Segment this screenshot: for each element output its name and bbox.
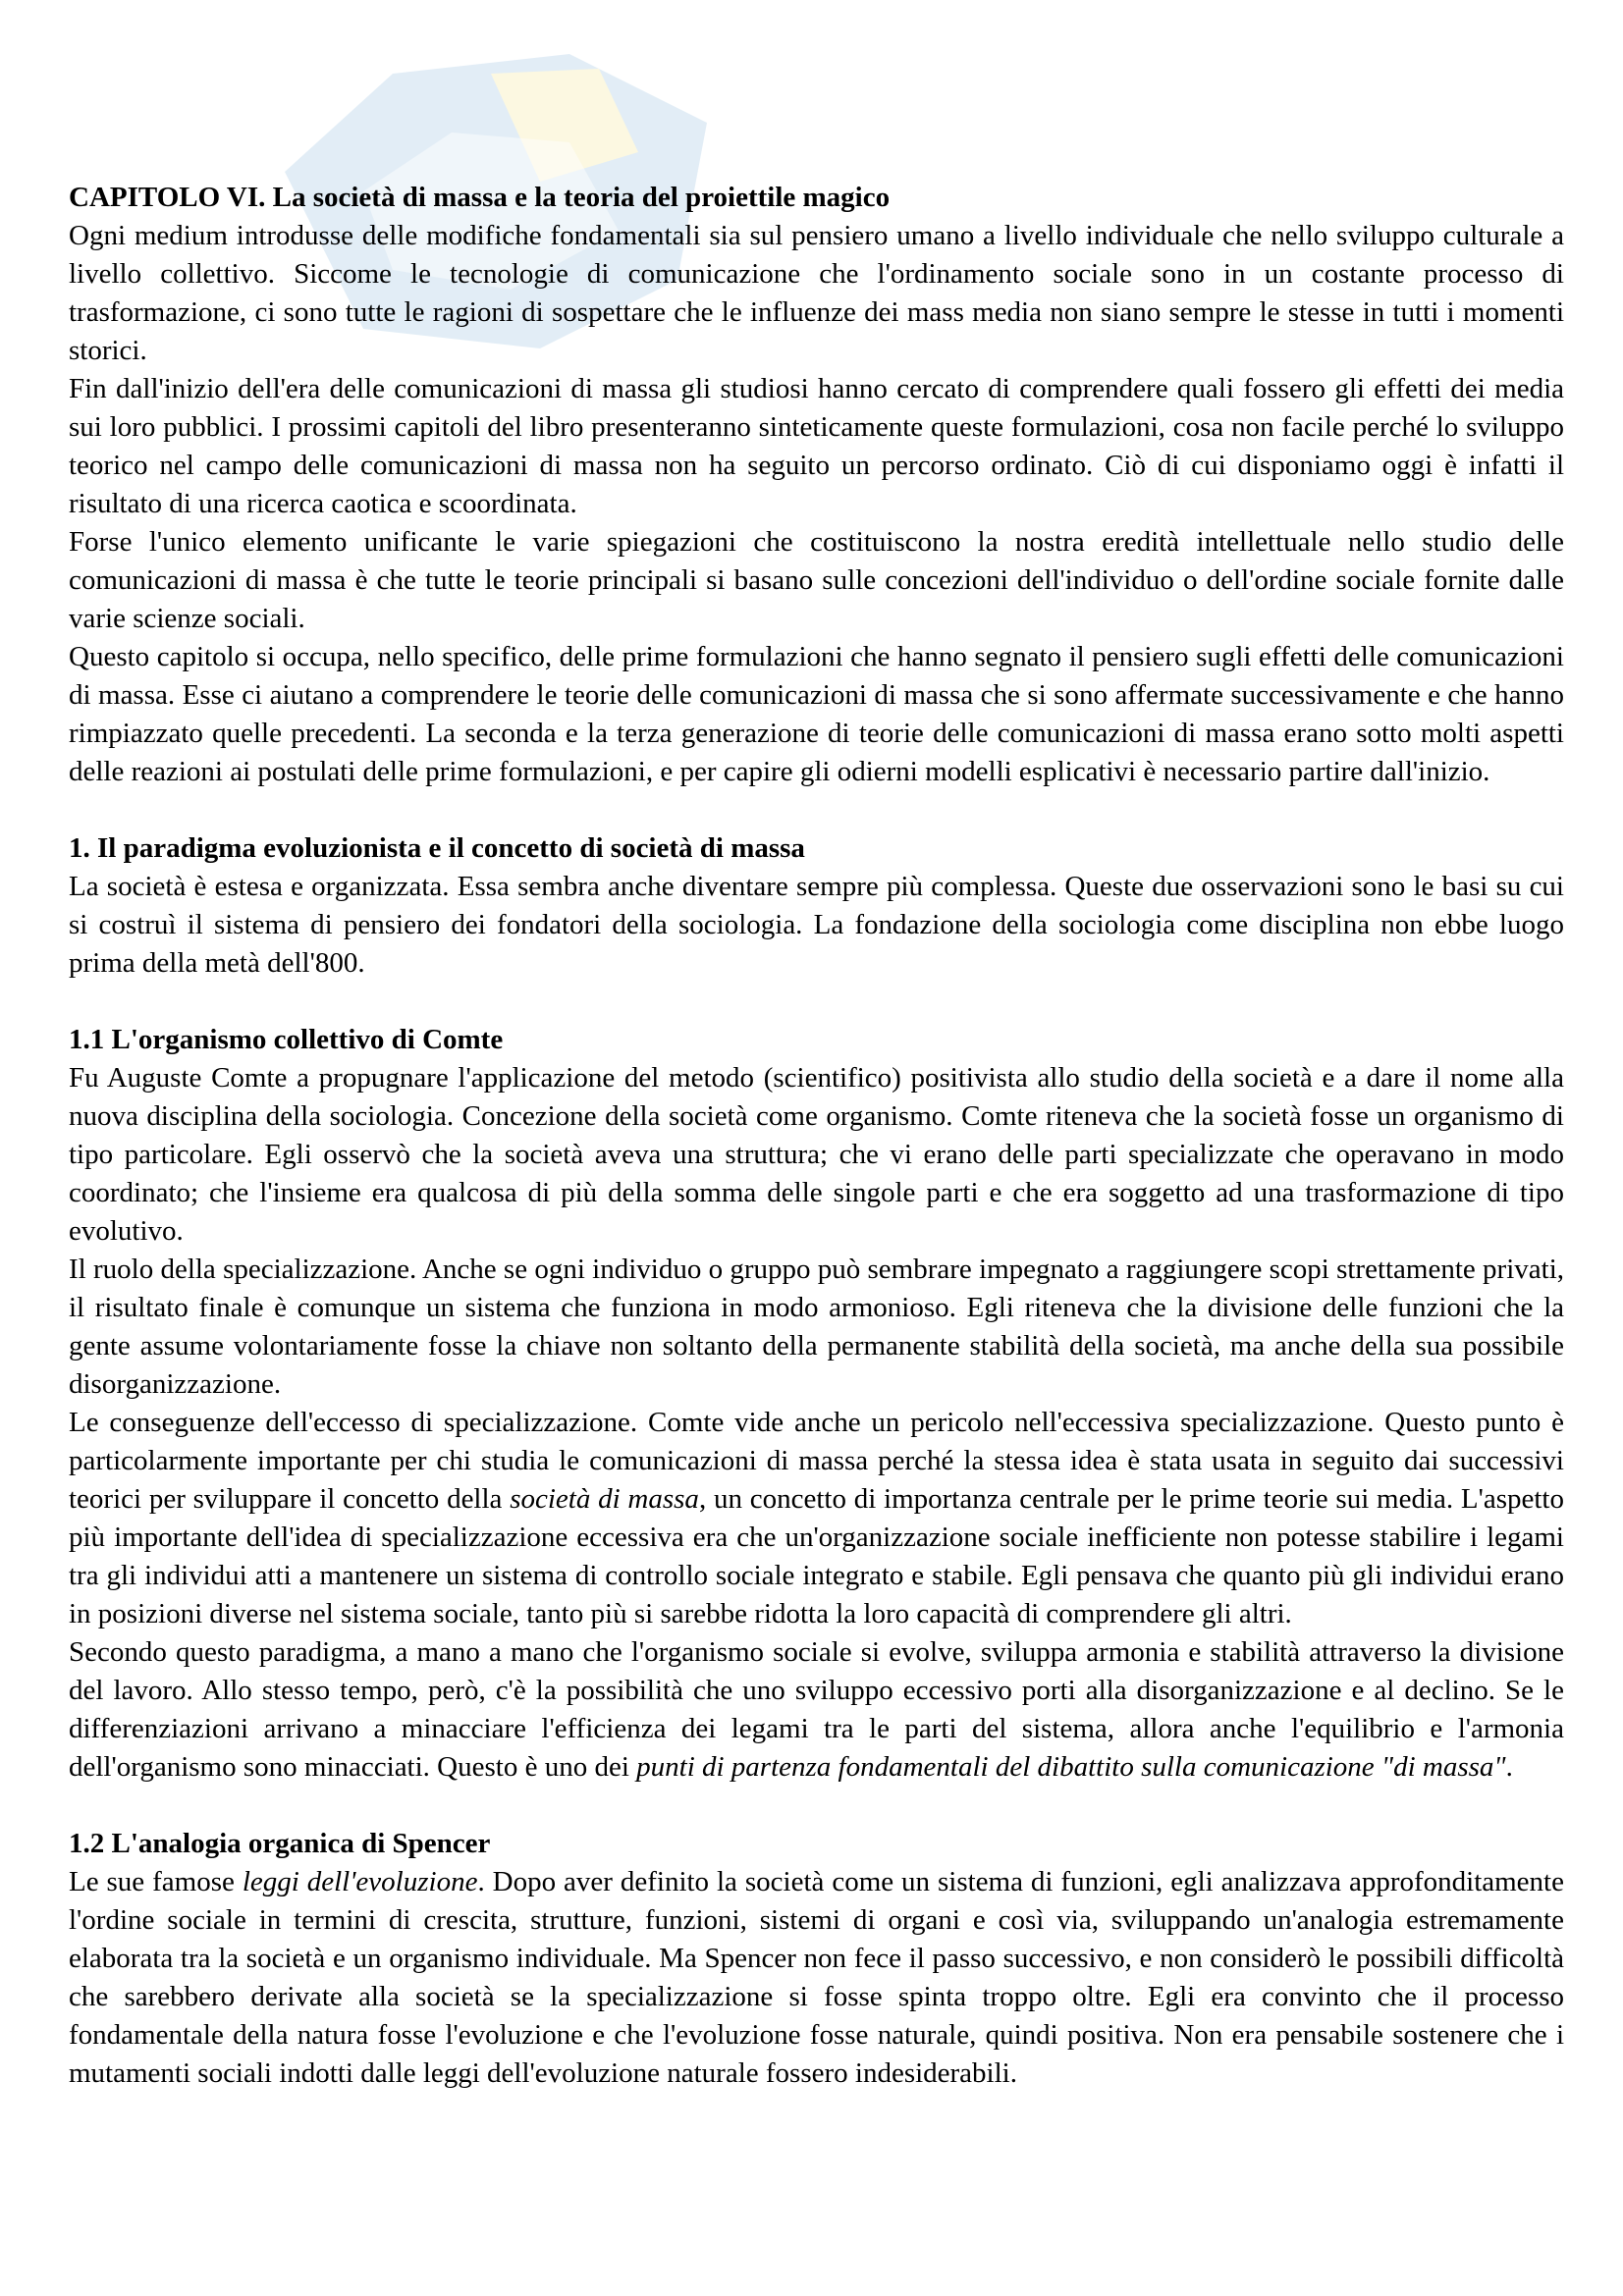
italic-term: leggi dell'evoluzione bbox=[242, 1866, 478, 1897]
text-run: Le sue famose bbox=[69, 1866, 243, 1897]
watermark-highlight-shape bbox=[491, 69, 638, 182]
text-run: . Dopo aver definito la società come un sistema di funzioni, egli analizzava approfonditamente l'ordine sociale in termini di crescita, strutture, funzioni, sistemi di organi e così via, sviluppando un'analogia estremamente elaborata tra la società e un organismo individuale. Ma Spencer non fece il passo successivo, e non considerò le possibili difficoltà che sarebbero derivate alla società se la specializzazione si fosse spinta troppo oltre. Egli era convinto che il processo fondamentale della natura fosse l'evoluzione e che l'evoluzione fosse naturale, quindi positiva. Non era pensabile sostenere che i mutamenti sociali indotti dalle leggi dell'evoluzione naturale fossero indesiderabili. bbox=[69, 1866, 1564, 2089]
paragraph-gap bbox=[69, 983, 1564, 1021]
paragraph-gap bbox=[69, 1787, 1564, 1825]
text-run: Le conseguenze dell'eccesso di specializzazione. Comte vide anche un pericolo nell'eccessiva specializzazione. Questo punto è particolarmente importante per chi studia le comunicazioni di massa perché la stessa idea è stata usata in seguito dai successivi teorici per sviluppare il concetto della bbox=[69, 1407, 1564, 1515]
document-page bbox=[69, 179, 1564, 2093]
chapter-paragraph: Fin dall'inizio dell'era delle comunicazioni di massa gli studiosi hanno cercato di comprendere quali fossero gli effetti dei media sui loro pubblici. I prossimi capitoli del libro presenteranno sinteticamente queste formulazioni, cosa non facile perché lo sviluppo teorico nel campo delle comunicazioni di massa non ha seguito un percorso ordinato. Ciò di cui disponiamo oggi è infatti il risultato di una ricerca caotica e scoordinata. bbox=[69, 373, 1564, 519]
section-1-2-paragraph bbox=[69, 1863, 1564, 2093]
chapter-paragraph: Forse l'unico elemento unificante le varie spiegazioni che costituiscono la nostra eredità intellettuale nello studio delle comunicazioni di massa è che tutte le teorie principali si basano sulle concezioni dell'individuo o dell'ordine sociale fornite dalle varie scienze sociali. bbox=[69, 526, 1564, 634]
section-1-1-paragraph: Il ruolo della specializzazione. Anche se ogni individuo o gruppo può sembrare impegnato a raggiungere scopi strettamente privati, il risultato finale è comunque un sistema che funziona in modo armonioso. Egli riteneva che la divisione delle funzioni che la gente assume volontariamente fosse la chiave non soltanto della permanente stabilità della società, ma anche della sua possibile disorganizzazione. bbox=[69, 1254, 1564, 1400]
italic-term: punti di partenza fondamentali del dibattito sulla comunicazione "di massa" bbox=[636, 1751, 1506, 1783]
section-1-1-paragraph bbox=[69, 1633, 1564, 1787]
section-1-1-paragraph bbox=[69, 1404, 1564, 1633]
chapter-title: CAPITOLO VI. La società di massa e la teoria del proiettile magico bbox=[69, 182, 891, 213]
text-run: , un concetto di importanza centrale per le prime teorie sui media. L'aspetto più importante dell'idea di specializzazione eccessiva era che un'organizzazione sociale inefficiente non potesse stabilire i legami tra gli individui atti a mantenere un sistema di controllo sociale integrato e stabile. Egli pensava che quanto più gli individui erano in posizioni diverse nel sistema sociale, tanto più si sarebbe ridotta la loro capacità di comprendere gli altri. bbox=[69, 1483, 1564, 1629]
section-1-paragraph: La società è estesa e organizzata. Essa sembra anche diventare sempre più complessa. Queste due osservazioni sono le basi su cui si costruì il sistema di pensiero dei fondatori della sociologia. La fondazione della sociologia come disciplina non ebbe luogo prima della metà dell'800. bbox=[69, 871, 1564, 979]
text-run: Secondo questo paradigma, a mano a mano che l'organismo sociale si evolve, sviluppa armonia e stabilità attraverso la divisione del lavoro. Allo stesso tempo, però, c'è la possibilità che uno sviluppo eccessivo porti alla disorganizzazione e al declino. Se le differenziazioni arrivano a minacciare l'efficienza dei legami tra le parti del sistema, allora anche l'equilibrio e l'armonia dell'organismo sono minacciati. Questo è uno dei bbox=[69, 1636, 1564, 1783]
paragraph-gap bbox=[69, 791, 1564, 829]
chapter-paragraph: Questo capitolo si occupa, nello specifico, delle prime formulazioni che hanno segnato il pensiero sugli effetti delle comunicazioni di massa. Esse ci aiutano a comprendere le teorie delle comunicazioni di massa che si sono affermate successivamente e che hanno rimpiazzato quelle precedenti. La seconda e la terza generazione di teorie delle comunicazioni di massa erano sotto molti aspetti delle reazioni ai postulati delle prime formulazioni, e per capire gli odierni modelli esplicativi è necessario partire dall'inizio. bbox=[69, 641, 1564, 787]
section-1-2-title: 1.2 L'analogia organica di Spencer bbox=[69, 1828, 491, 1859]
section-1-1-paragraph: Fu Auguste Comte a propugnare l'applicazione del metodo (scientifico) positivista allo studio della società e a dare il nome alla nuova disciplina della sociologia. Concezione della società come organismo. Comte riteneva che la società fosse un organismo di tipo particolare. Egli osservò che la società aveva una struttura; che vi erano delle parti specializzate che operavano in modo coordinato; che l'insieme era qualcosa di più della somma delle singole parti e che era soggetto ad una trasformazione di tipo evolutivo. bbox=[69, 1062, 1564, 1247]
section-1-title: 1. Il paradigma evoluzionista e il concetto di società di massa bbox=[69, 832, 805, 864]
chapter-paragraph: Ogni medium introdusse delle modifiche fondamentali sia sul pensiero umano a livello individuale che nello sviluppo culturale a livello collettivo. Siccome le tecnologie di comunicazione che l'ordinamento sociale sono in un costante processo di trasformazione, ci sono tutte le ragioni di sospettare che le influenze dei mass media non siano sempre le stesse in tutti i momenti storici. bbox=[69, 220, 1564, 366]
italic-term: società di massa bbox=[510, 1483, 699, 1515]
text-run: . bbox=[1505, 1751, 1513, 1783]
section-1-1-title: 1.1 L'organismo collettivo di Comte bbox=[69, 1024, 504, 1055]
